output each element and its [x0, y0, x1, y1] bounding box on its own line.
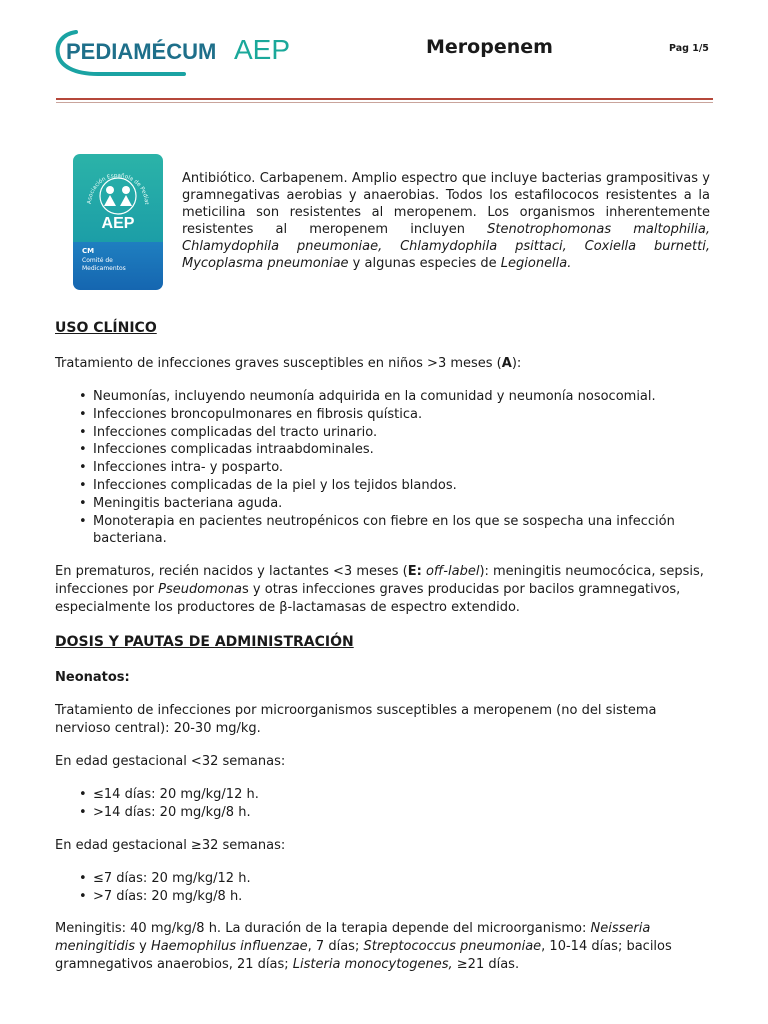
list-item: • >14 días: 20 mg/kg/8 h.	[55, 804, 715, 822]
list-item: • Infecciones complicadas del tracto urinario.	[55, 424, 715, 442]
uso-lead-text: ):	[511, 356, 522, 371]
prem-text: ): meningitis neumocócica, sepsis, infecciones por	[55, 564, 704, 598]
uso-lead-text: Tratamiento de infecciones graves susceptibles en niños >3 meses (	[55, 356, 502, 371]
organism-name: Neisseria meningitidis	[55, 921, 651, 955]
main-content	[55, 318, 715, 989]
indications-list	[55, 388, 715, 548]
intro-text: Antibiótico. Carbapenem. Amplio espectro que incluye bacterias grampositivas y gramnegativas aerobias y anaerobias. Todos los estafilococos resistentes a la meticilina son resistentes al meropenem. Los organismos inherentemente resistentes al meropenem incluyen	[182, 171, 710, 237]
prem-text: s y otras infecciones graves producidas por bacilos gramnegativos, especialmente los productores de β-lactamasas de espectro extendido.	[55, 582, 681, 616]
intro-organisms: Stenotrophomonas maltophilia, Chlamydophila pneumoniae, Chlamydophila psittaci, Coxiella burnetti, Mycoplasma pneumoniae	[182, 222, 710, 271]
list-item: • Infecciones intra- y posparto.	[55, 459, 715, 477]
list-item: • ≤14 días: 20 mg/kg/12 h.	[55, 786, 715, 804]
organism-name: Haemophilus influenzae	[150, 939, 308, 955]
list-item: • ≤7 días: 20 mg/kg/12 h.	[55, 870, 715, 888]
organism-name: Listeria monocytogenes,	[292, 957, 453, 973]
logo-text: PEDIAMÉCUM	[66, 39, 217, 64]
intro-legionella: Legionella.	[500, 256, 572, 271]
men-text: ≥21 días.	[452, 957, 520, 973]
evidence-level: E:	[407, 564, 422, 580]
uso-lead	[55, 355, 715, 373]
child-figure-icon	[122, 186, 130, 194]
section-heading-dosis: DOSIS Y PAUTAS DE ADMINISTRACIÓN	[55, 634, 354, 651]
aep-committee-badge	[73, 154, 163, 290]
evidence-level: A	[501, 356, 512, 371]
dosis-paragraph: Tratamiento de infecciones por microorganismos susceptibles a meropenem (no del sistema nervioso central): 20-30 mg/kg.	[55, 703, 657, 737]
child-figure-icon	[106, 186, 114, 194]
page-number: Pag 1/5	[669, 43, 709, 54]
list-item: • Monoterapia en pacientes neutropénicos con fiebre en los que se sospecha una infección bacteriana.	[55, 513, 715, 549]
badge-committee-line2: Medicamentos	[82, 265, 126, 272]
eg1-label: En edad gestacional <32 semanas:	[55, 754, 286, 770]
eg1-list	[55, 786, 715, 822]
meningitis-paragraph	[55, 920, 715, 974]
section-heading-uso-clinico: USO CLÍNICO	[55, 320, 157, 336]
list-item: • Infecciones complicadas intraabdominales.	[55, 441, 715, 459]
list-item: • Infecciones complicadas de la piel y los tejidos blandos.	[55, 477, 715, 495]
list-item: • Neumonías, incluyendo neumonía adquirida en la comunidad y neumonía nosocomial.	[55, 388, 715, 406]
badge-arc-text: Asociación Española de Pediat	[86, 172, 150, 205]
pseudomona-text: Pseudomona	[158, 582, 243, 598]
page-title: Meropenem	[426, 36, 553, 58]
header-rule	[56, 98, 713, 100]
header-rule-thin	[56, 102, 713, 103]
list-item: • Meningitis bacteriana aguda.	[55, 495, 715, 513]
men-text: y	[134, 939, 151, 955]
list-item: • >7 días: 20 mg/kg/8 h.	[55, 888, 715, 906]
pediamecum-logo	[54, 26, 304, 78]
page-header	[0, 0, 768, 110]
intro-paragraph	[182, 170, 710, 272]
prem-text: En prematuros, recién nacidos y lactantes <3 meses (	[55, 564, 408, 580]
organism-name: Streptococcus pneumoniae	[363, 939, 542, 955]
men-text: , 7 días;	[307, 939, 364, 955]
eg2-label: En edad gestacional ≥32 semanas:	[55, 837, 286, 853]
men-text: Meningitis: 40 mg/kg/8 h. La duración de la terapia depende del microorganismo:	[55, 921, 591, 937]
list-item: • Infecciones broncopulmonares en fibrosis quística.	[55, 406, 715, 424]
badge-org: AEP	[101, 215, 135, 232]
intro-text: y algunas especies de	[348, 256, 501, 271]
subheading-neonatos: Neonatos:	[55, 670, 130, 686]
logo-suffix: AEP	[234, 34, 291, 65]
badge-cm: CM	[82, 247, 95, 255]
eg2-list	[55, 870, 715, 906]
off-label-text: off-label	[421, 564, 480, 580]
badge-committee-line1: Comité de	[82, 257, 113, 264]
men-text: , 10-14 días; bacilos gramnegativos anaerobios, 21 días;	[55, 939, 672, 973]
premature-paragraph	[55, 563, 715, 617]
